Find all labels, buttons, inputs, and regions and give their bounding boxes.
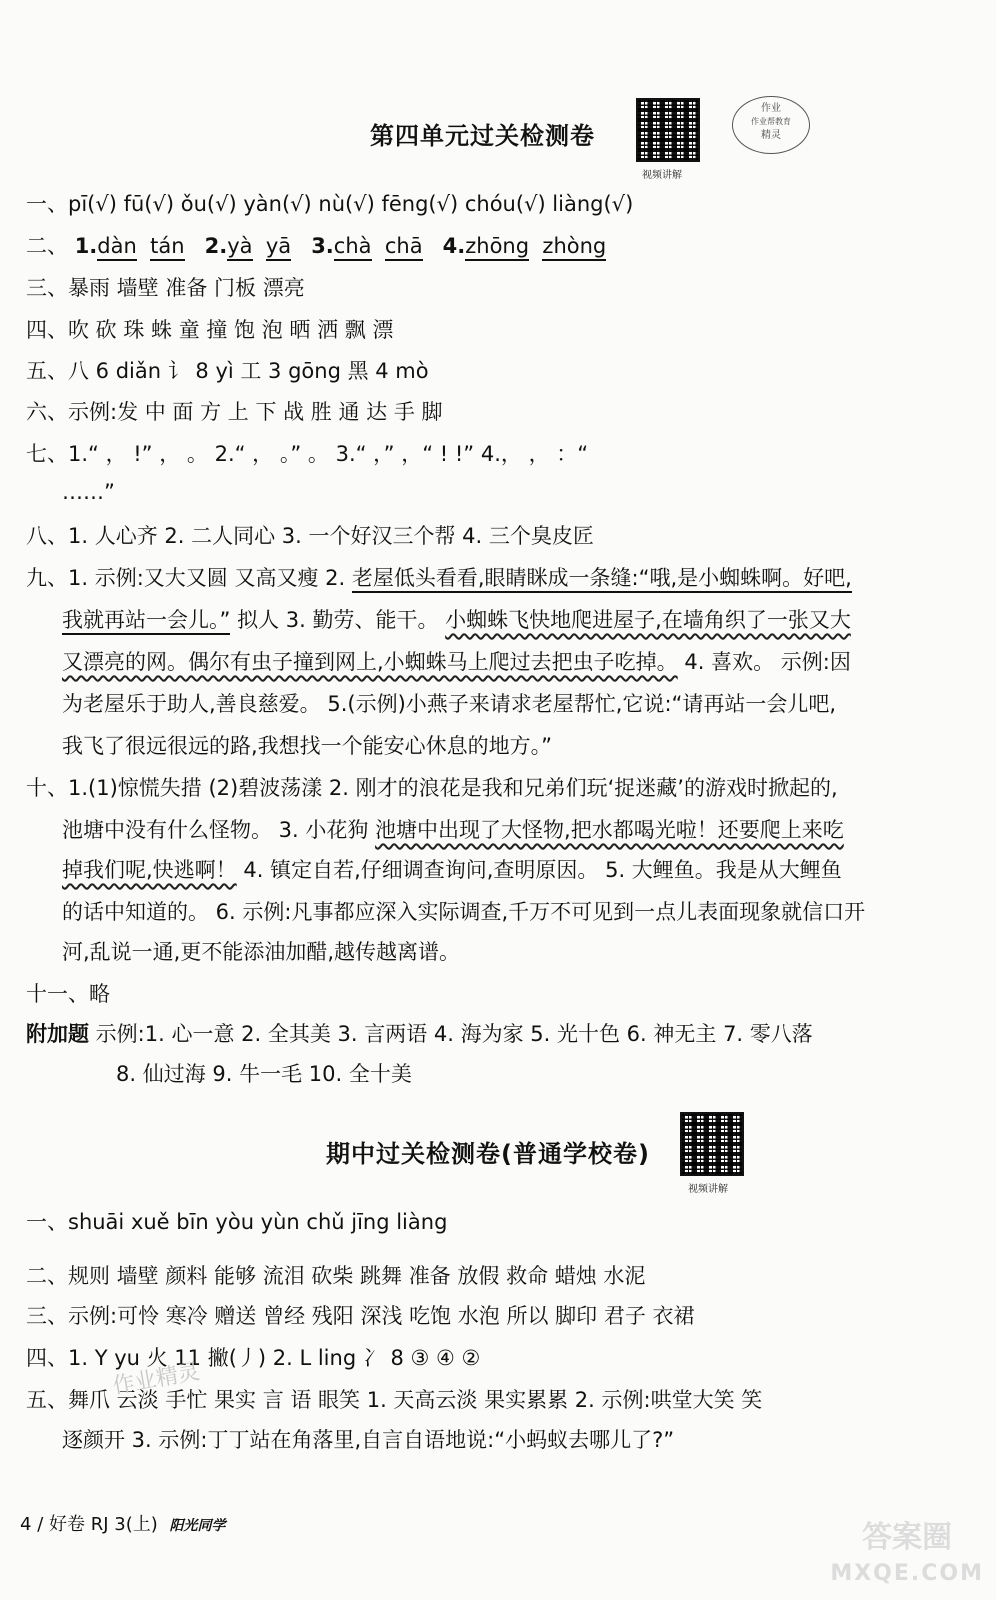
answer-q4: 四、吹 砍 珠 蛛 童 撞 饱 泡 晒 洒 飘 漂 [26,318,394,342]
midterm-q1: 一、shuāi xuě bīn yòu yùn chǔ jīng liàng [26,1210,448,1234]
answer-q9-line1: 九、1. 示例:又大又圆 又高又瘦 2. 老屋低头看看,眼睛眯成一条缝:“哦,是小蜘蛛啊。好吧, [26,564,970,592]
midterm-q2: 二、规则 墙壁 颜料 能够 流泪 砍柴 跳舞 准备 放假 救命 蜡烛 水泥 [26,1264,646,1288]
extra-question-line2: 8. 仙过海 9. 牛一毛 10. 全十美 [116,1062,412,1086]
answer-q10-line5: 河,乱说一通,更不能添油加醋,越传越离谱。 [62,940,461,964]
answer-q8: 八、1. 人心齐 2. 二人同心 3. 一个好汉三个帮 4. 三个臭皮匠 [26,524,594,548]
unit4-title: 第四单元过关检测卷 [370,122,595,150]
midterm-q5-line1: 五、舞爪 云淡 手忙 果实 言 语 眼笑 1. 天高云淡 果实累累 2. 示例:哄堂大笑 笑 [26,1388,763,1412]
midterm-q5-line2: 逐颜开 3. 示例:丁丁站在角落里,自言自语地说:“小蚂蚁去哪儿了?” [62,1428,675,1452]
answer-q9-line3: 又漂亮的网。偶尔有虫子撞到网上,小蜘蛛马上爬过去把虫子吃掉。 4. 喜欢。 示例:因 [62,650,851,674]
qr-code-icon[interactable] [680,1112,744,1176]
extra-question-line1: 附加题 示例:1. 心一意 2. 全其美 3. 言两语 4. 海为家 5. 光十色 6. 神无主 7. 零八落 [26,1022,813,1046]
answer-q10-line2: 池塘中没有什么怪物。 3. 小花狗 池塘中出现了大怪物,把水都喝光啦！还要爬上来吃 [62,818,844,842]
answer-q7-line2: ……” [62,480,115,504]
answer-q9-line5: 我飞了很远很远的路,我想找一个能安心休息的地方。” [62,734,553,758]
answer-q7-line1: 七、1.“ ， !” ， 。 2.“ ， 。” 。 3.“ ，” ，“ ! !” 4.， ， ：“ [26,442,589,466]
brand-logo: 阳光同学 [169,1518,226,1534]
midterm-title: 期中过关检测卷(普通学校卷) [326,1140,650,1168]
answer-q5: 五、八 6 diǎn 讠 8 yì 工 3 gōng 黑 4 mò [26,359,429,383]
answer-q10-line1: 十、1.(1)惊慌失措 (2)碧波荡漾 2. 刚才的浪花是我和兄弟们玩‘捉迷藏’的游戏时掀起的, [26,776,838,800]
site-watermark: 答案圈 MXQE.COM [830,1520,984,1586]
ghost-watermark: 作业精灵 [110,1359,202,1400]
answer-q6: 六、示例:发 中 面 方 上 下 战 胜 通 达 手 脚 [26,400,443,424]
page-footer [20,1510,226,1536]
footer-separator: / [37,1514,44,1535]
page-number: 4 [20,1514,32,1535]
answer-q9-line4: 为老屋乐于助人,善良慈爱。 5.(示例)小燕子来请求老屋帮忙,它说:“请再站一会儿吧, [62,692,837,716]
stamp-icon: 作业 作业帮教育 精灵 [732,96,810,154]
answer-q2: 二、 1.dàn tán 2.yà yā 3.chà chā 4.zhōng zhòng [26,232,970,260]
qr-caption: 视频讲解 [688,1184,728,1195]
midterm-q3: 三、示例:可怜 寒冷 赠送 曾经 残阳 深浅 吃饱 水泡 所以 脚印 君子 衣裙 [26,1304,695,1328]
answer-q1: 一、pī(√) fū(√) ǒu(√) yàn(√) nù(√) fēng(√) chóu(√) liàng(√) [26,192,634,216]
book-label: 好卷 RJ 3(上) [49,1514,158,1535]
answer-q11: 十一、略 [26,982,110,1006]
answer-q3: 三、暴雨 墙壁 准备 门板 漂亮 [26,276,305,300]
qr-code-icon[interactable] [636,98,700,162]
answer-q10-line3: 掉我们呢,快逃啊！ 4. 镇定自若,仔细调查询问,查明原因。 5. 大鲤鱼。我是从大鲤鱼 [62,858,842,882]
answer-q10-line4: 的话中知道的。 6. 示例:凡事都应深入实际调查,千万不可见到一点儿表面现象就信口开 [62,900,866,924]
qr-caption: 视频讲解 [642,170,682,181]
answer-q9-line2: 我就再站一会儿。” 拟人 3. 勤劳、能干。 小蜘蛛飞快地爬进屋子,在墙角织了一张又大 [62,606,970,634]
midterm-q4: 四、1. Y yu 火 11 撇(丿) 2. L ling 冫 8 ③ ④ ② [26,1346,481,1370]
unit4-header [0,90,996,180]
midterm-header [0,1108,996,1198]
